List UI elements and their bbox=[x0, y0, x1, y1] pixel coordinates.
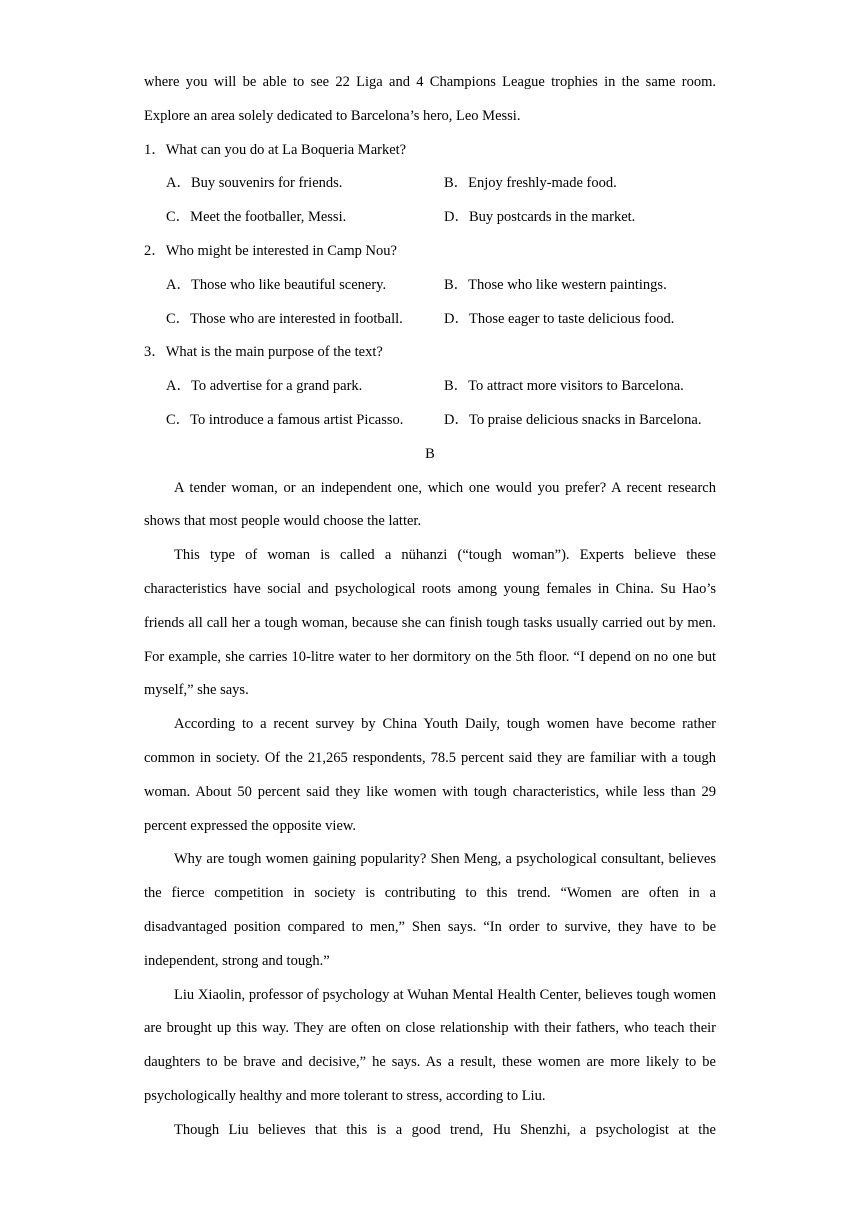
option-c: C．To introduce a famous artist Picasso. bbox=[166, 411, 404, 428]
option-a: A．Those who like beautiful scenery. bbox=[166, 276, 387, 293]
passage-b bbox=[144, 472, 716, 1148]
passage-b-paragraph-3: According to a recent survey by China Youth Daily, tough women have become rather common in society. Of the 21,265 respondents, 78.5 percent said they are familiar with a tough woman. About 50 percent said they like women with tough characteristics, while less than 29 percent expressed the opposite view. bbox=[144, 716, 716, 834]
option-c: C．Meet the footballer, Messi. bbox=[166, 209, 347, 226]
passage-b-paragraph-5: Liu Xiaolin, professor of psychology at Wuhan Mental Health Center, believes tough women are brought up this way. They are often on close relationship with their fathers, who teach their daughters to be brave and decisive,” he says. As a result, these women are more likely to be psychologically healthy and more tolerant to stress, according to Liu. bbox=[144, 986, 716, 1104]
option-row bbox=[144, 269, 716, 303]
option-a: A．To advertise for a grand park. bbox=[166, 378, 363, 395]
option-d: D．Buy postcards in the market. bbox=[444, 209, 636, 226]
passage-a-tail-line-2: Explore an area solely dedicated to Barcelona’s hero, Leo Messi. bbox=[144, 107, 521, 124]
question-stem: 2．Who might be interested in Camp Nou? bbox=[144, 242, 397, 259]
option-row bbox=[144, 303, 716, 337]
option-row bbox=[144, 201, 716, 235]
option-b: B．To attract more visitors to Barcelona. bbox=[444, 378, 684, 395]
section-b-heading: B bbox=[425, 445, 435, 462]
passage-a-tail-line-1: where you will be able to see 22 Liga and 4 Champions League trophies in the same room. bbox=[144, 74, 716, 90]
option-d: D．To praise delicious snacks in Barcelona. bbox=[444, 411, 702, 428]
option-row bbox=[144, 404, 716, 438]
option-row bbox=[144, 370, 716, 404]
document-page bbox=[144, 66, 716, 1148]
passage-b-paragraph-2: This type of woman is called a nühanzi (“tough woman”). Experts believe these characteristics have social and psychological roots among young females in China. Su Hao’s friends all call her a tough woman, because she can finish tough tasks usually carried out by men. For example, she carries 10-litre water to her dormitory on the 5th floor. “I depend on no one but myself,” she says. bbox=[144, 547, 716, 699]
option-c: C．Those who are interested in football. bbox=[166, 310, 403, 327]
question-stem: 3．What is the main purpose of the text? bbox=[144, 344, 383, 361]
question-1 bbox=[144, 134, 716, 235]
option-row bbox=[144, 167, 716, 201]
question-stem: 1．What can you do at La Boqueria Market? bbox=[144, 141, 407, 158]
option-b: B．Enjoy freshly-made food. bbox=[444, 175, 617, 192]
option-d: D．Those eager to taste delicious food. bbox=[444, 310, 675, 327]
question-3 bbox=[144, 336, 716, 437]
passage-b-paragraph-1: A tender woman, or an independent one, which one would you prefer? A recent research shows that most people would choose the latter. bbox=[144, 479, 716, 530]
option-b: B．Those who like western paintings. bbox=[444, 276, 667, 293]
passage-b-paragraph-6: Though Liu believes that this is a good trend, Hu Shenzhi, a psychologist at the bbox=[174, 1121, 716, 1138]
option-a: A．Buy souvenirs for friends. bbox=[166, 175, 343, 192]
passage-b-paragraph-4: Why are tough women gaining popularity? Shen Meng, a psychological consultant, believes the fierce competition in society is contributing to this trend. “Women are often in a disadvantaged position compared to men,” Shen says. “In order to survive, they have to be independent, strong and tough.” bbox=[144, 851, 716, 969]
question-2 bbox=[144, 235, 716, 336]
